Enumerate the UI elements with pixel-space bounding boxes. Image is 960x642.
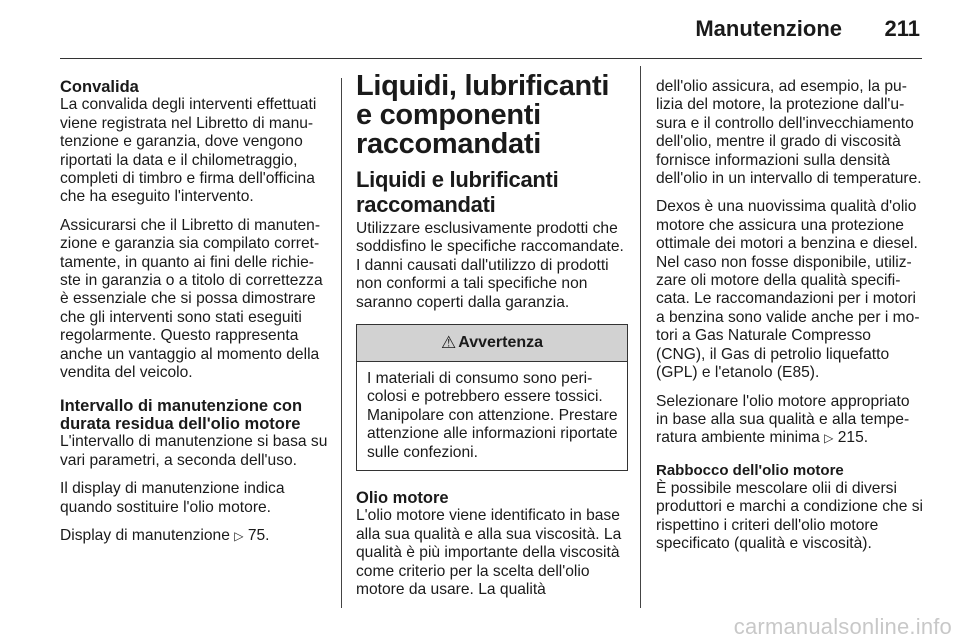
page-header [0, 0, 960, 60]
heading-olio-motore: Olio motore [356, 489, 449, 508]
paragraph: Assicurarsi che il Libretto di manutenzione e garanzia sia compilato correttamente, in quanto ai fini delle richieste in garanzia o a titolo di correttezza è essenziale che si possa dimostrare che gli interventi sono stati eseguiti regolarmente. Questo rappresenta anche un vantaggio al momento della vendita del veicolo. [60, 216, 323, 382]
reference-text: Display di manutenzione [60, 526, 230, 544]
column-divider-left [341, 78, 342, 608]
paragraph: L'intervallo di manutenzione si basa su vari parametri, a seconda dell'uso. [60, 433, 328, 469]
warning-header [357, 325, 627, 362]
subsection-title: Liquidi e lubrificanti raccomandati [356, 167, 559, 217]
column-2 [356, 70, 628, 610]
paragraph: Il display di manutenzione indica quando sostituire l'olio motore. [60, 480, 285, 516]
page-number: 211 [884, 16, 920, 41]
page-title: Manutenzione [695, 16, 842, 41]
column-1 [60, 78, 328, 555]
heading-intervallo: Intervallo di manutenzione con durata residua dell'olio motore [60, 396, 303, 433]
paragraph-reference [60, 527, 328, 545]
warning-title: Avvertenza [458, 333, 544, 351]
page-ref-arrow-icon: ▷ [824, 431, 834, 446]
paragraph: L'olio motore viene identificato in base alla sua qualità e alla sua viscosità. La qualità è più importante della viscosità come criterio per la scelta dell'olio motore da usare. La qualità [356, 507, 622, 599]
watermark: carmanualsonline.info [733, 614, 952, 639]
heading-rabbocco: Rabbocco dell'olio motore [656, 461, 844, 479]
heading-convalida: Convalida [60, 78, 139, 96]
paragraph: È possibile mescolare olii di diversi produttori e marchi a condizione che si rispettino i criteri dell'olio motore specificato (qualità e viscosità). [656, 479, 923, 552]
page-reference-link[interactable]: 215. [837, 429, 869, 447]
paragraph: Utilizzare esclusivamente prodotti che soddisfino le specifiche raccomandate. I danni causati dall'utilizzo di prodotti non conformi a tali specifiche non saranno coperti dalla garanzia. [356, 220, 624, 311]
page-reference-link[interactable]: 75. [247, 526, 270, 544]
reference-text: Selezionare l'olio motore appropriato in base alla sua qualità e alla temperatura ambiente minima [656, 392, 910, 447]
page-ref-arrow-icon: ▷ [234, 528, 244, 543]
header-rule [60, 58, 922, 59]
paragraph: Dexos è una nuovissima qualità d'olio motore che assicura una protezione ottimale dei motori a benzina e diesel. Nel caso non fosse disponibile, utilizzare oli motore della qualità specificata. Le raccomandazioni per i motori a benzina sono valide anche per i motori a Gas Naturale Compresso (CNG), il Gas di petrolio liquefatto (GPL) e l'etanolo (E85). [656, 198, 920, 382]
column-divider-right [640, 66, 641, 608]
warning-body: I materiali di consumo sono pericolosi e potrebbero essere tossici. Manipolare con attenzione. Prestare attenzione alle informazioni riportate sulle confezioni. [367, 370, 618, 461]
section-title: Liquidi, lubrificanti e componenti raccomandati [356, 70, 610, 160]
paragraph-reference [656, 393, 924, 448]
paragraph: La convalida degli interventi effettuati viene registrata nel Libretto di manutenzione e garanzia, dove vengono riportati la data e il chilometraggio, completi di timbro e firma dell'officina che ha eseguito l'intervento. [60, 96, 317, 206]
column-3 [656, 78, 924, 563]
paragraph: dell'olio assicura, ad esempio, la pulizia del motore, la protezione dall'usura e il controllo dell'invecchiamento dell'olio, mentre il grado di viscosità fornisce informazioni sulla densità dell'olio in un intervallo di temperature. [656, 78, 922, 188]
warning-icon: ⚠ [440, 332, 457, 353]
warning-box [356, 324, 628, 471]
